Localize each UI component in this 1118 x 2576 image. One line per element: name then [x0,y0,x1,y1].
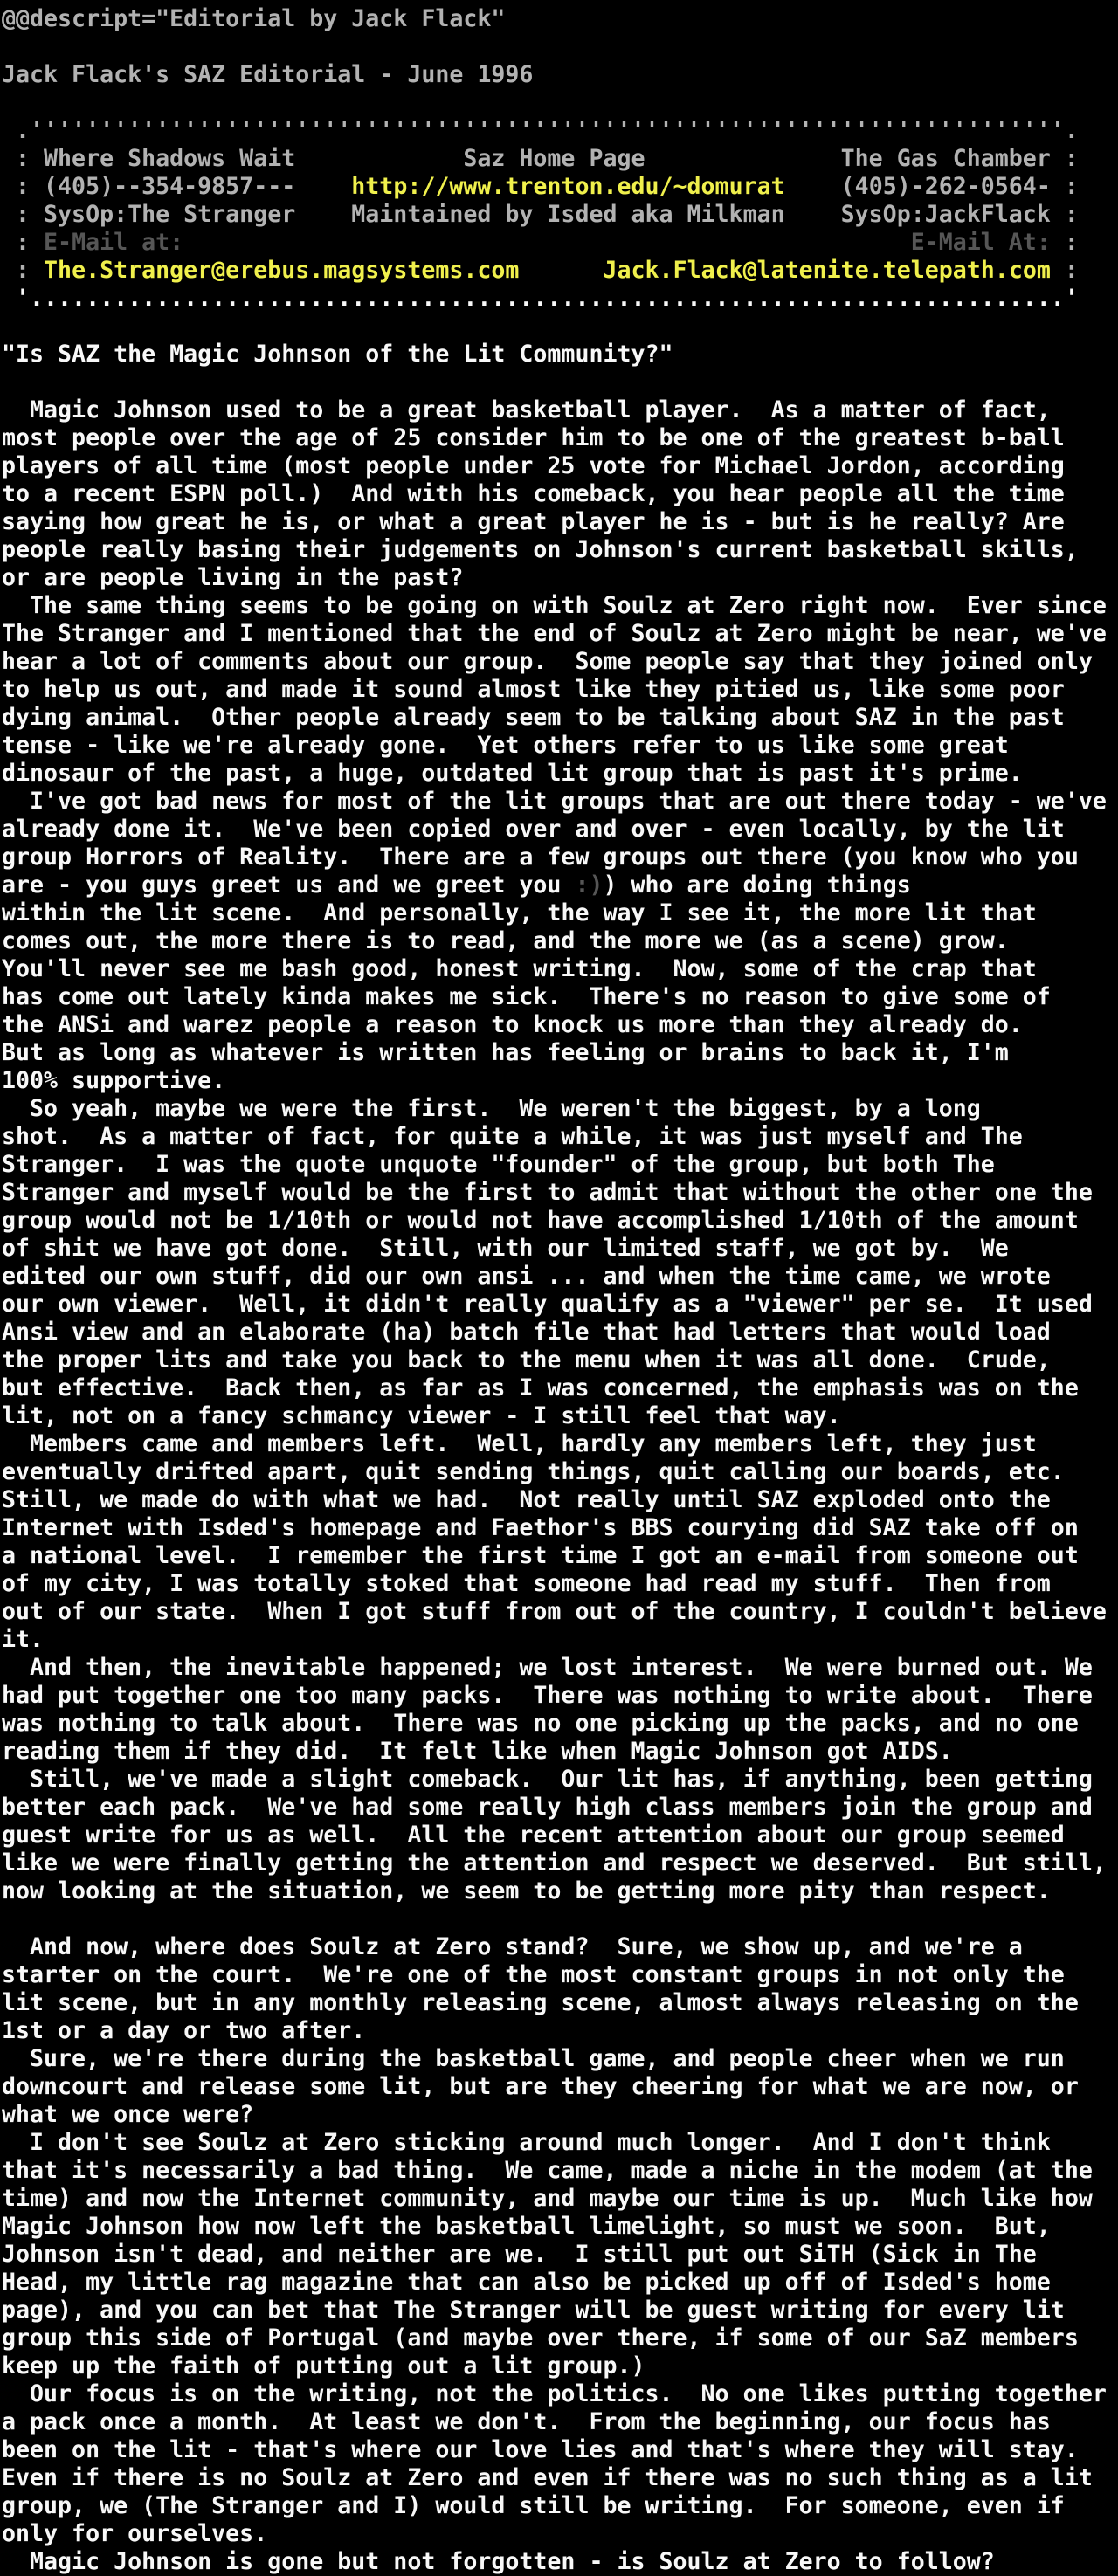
article-line [2,1738,1118,1766]
text-segment: .''''''''''''''''''''''''''''''''''''''''''''''''''''''''''''''''''''''''''. [2,117,1079,144]
text-segment: hear a lot of comments about our group. Some people say that they joined only [2,648,1093,675]
article-line [2,1374,1118,1402]
text-segment: group would not be 1/10th or would not have accomplished 1/10th of the amount [2,1207,1079,1234]
article-line [2,1989,1118,2017]
text-segment: E-Mail At: [910,229,1051,256]
article-line [2,2436,1118,2464]
text-segment: Johnson isn't dead, and neither are we. I still put out SiTH (Sick in The [2,2241,1037,2268]
text-segment: I've got bad news for most of the lit groups that are out there today - we've [2,788,1107,815]
article-line [2,2325,1118,2352]
text-segment: that it's necessarily a bad thing. We came, made a niche in the modem (at the [2,2157,1093,2184]
article-line [2,1011,1118,1039]
article-line [2,2297,1118,2325]
text-segment: starter on the court. We're one of the most constant groups in not only the [2,1961,1065,1988]
article-line [2,2352,1118,2380]
text-segment: saying how great he is, or what a great player he is - but is he really? Are [2,508,1065,535]
article-line [2,396,1118,424]
article-line [2,1095,1118,1123]
text-segment: been on the lit - that's where our love lies and that's where they will stay. [2,2436,1079,2463]
article-line [2,1123,1118,1151]
text-segment: Head, my little rag magazine that can also be picked up off of Isded's home [2,2269,1051,2296]
article-line [2,1430,1118,1458]
article-line [2,1067,1118,1095]
text-segment: Sure, we're there during the basketball game, and people cheer when we run [2,2045,1065,2072]
text-segment: dinosaur of the past, a huge, outdated lit group that is past it's prime. [2,760,1023,787]
article-line [2,2408,1118,2436]
article-line [2,2073,1118,2101]
article-line [2,1458,1118,1486]
text-segment: or are people living in the past? [2,564,464,591]
article-line [2,2017,1118,2045]
article-line [2,2045,1118,2073]
bbs-box-border-bottom [2,285,1118,313]
article-line [2,1626,1118,1654]
article-line [2,2520,1118,2548]
article-line [2,1514,1118,1542]
text-segment: but effective. Back then, as far as I was concerned, the emphasis was on the [2,1374,1079,1402]
text-segment: now looking at the situation, we seem to be getting more pity than respect. [2,1877,1051,1904]
text-segment: And now, where does Soulz at Zero stand? Sure, we show up, and we're a [2,1933,1023,1960]
text-segment: our own viewer. Well, it didn't really qualify as a "viewer" per se. It used [2,1291,1093,1318]
highlight-text: Jack.Flack@latenite.telepath.com [603,257,1051,284]
text-segment: Magic Johnson is gone but not forgotten - is Soulz at Zero to follow? [2,2548,995,2575]
article-line [2,844,1118,871]
text-segment: people really basing their judgements on Johnson's current basketball skills, [2,536,1079,563]
text-segment: ) who are doing things [603,871,911,899]
article-line [2,2129,1118,2157]
highlight-text: http://www.trenton.edu/~domurat [351,173,785,200]
text-segment: : [1050,229,1079,256]
article-line [2,816,1118,844]
article-headline [2,341,1118,368]
text-segment: the proper lits and take you back to the menu when it was all done. Crude, [2,1347,1051,1374]
article-line [2,620,1118,648]
text-segment: a pack once a month. At least we don't. From the beginning, our focus has [2,2408,1051,2435]
blank-line [2,89,1118,117]
article-line [2,1961,1118,1989]
text-segment: And then, the inevitable happened; we lost interest. We were burned out. We [2,1654,1093,1681]
text-segment: lit scene, but in any monthly releasing scene, almost always releasing on the [2,1989,1079,2016]
bbs-box-names [2,145,1118,173]
text-segment: group this side of Portugal (and maybe over there, if some of our SaZ members [2,2325,1079,2352]
text-segment: The Stranger and I mentioned that the end of Soulz at Zero might be near, we've [2,620,1107,647]
text-segment: Still, we made do with what we had. Not really until SAZ exploded onto the [2,1486,1051,1513]
bbs-box-email-labels [2,229,1118,257]
text-segment: : (405)--354-9857--- [2,173,352,200]
text-segment: Even if there is no Soulz at Zero and even if there was no such thing as a lit [2,2464,1093,2491]
text-segment: had put together one too many packs. There was nothing to write about. There [2,1682,1093,1709]
article-line [2,704,1118,732]
text-segment: tense - like we're already gone. Yet others refer to us like some great [2,732,1009,759]
text-segment: :) [575,871,604,899]
article-line [2,648,1118,676]
text-segment: But as long as whatever is written has feeling or brains to back it, I'm [2,1039,1009,1066]
text-segment: Ansi view and an elaborate (ha) batch file that had letters that would load [2,1319,1051,1346]
article-line [2,1263,1118,1291]
text-segment: I don't see Soulz at Zero sticking around much longer. And I don't think [2,2129,1051,2156]
text-segment: time) and now the Internet community, and maybe our time is up. Much like how [2,2185,1093,2212]
text-segment: comes out, the more there is to read, and the more we (as a scene) grow. [2,927,1009,954]
text-segment: downcourt and release some lit, but are they cheering for what we are now, or [2,2073,1079,2100]
article-line [2,1570,1118,1598]
article-line [2,788,1118,816]
text-segment: Stranger. I was the quote unquote "founder" of the group, but both The [2,1151,995,1178]
article-line [2,1347,1118,1374]
article-line [2,592,1118,620]
article-line [2,2269,1118,2297]
text-segment: group Horrors of Reality. There are a few groups out there (you know who you [2,844,1079,871]
text-segment: of my city, I was totally stoked that someone had read my stuff. Then from [2,1570,1051,1597]
article-line [2,1151,1118,1179]
article-line [2,2241,1118,2269]
article-line [2,1822,1118,1849]
text-segment: the ANSi and warez people a reason to knock us more than they already do. [2,1011,1023,1038]
article-line [2,1542,1118,1570]
article-line [2,1235,1118,1263]
editorial-title [2,61,1118,89]
article-line [2,452,1118,480]
text-segment: : SysOp:The Stranger Maintained by Isded aka Milkman SysOp:JackFlack : [2,201,1079,228]
text-segment: 100% supportive. [2,1067,226,1094]
text-segment: are - you guys greet us and we greet you [2,871,576,899]
article-line [2,1654,1118,1682]
text-segment: dying animal. Other people already seem to be talking about SAZ in the past [2,704,1065,731]
article-line [2,1794,1118,1822]
article-line [2,2548,1118,2576]
article-line [2,955,1118,983]
text-segment: already done it. We've been copied over and over - even locally, by the lit [2,816,1065,843]
text-segment: Internet with Isded's homepage and Faethor's BBS courying did SAZ take off on [2,1514,1079,1541]
text-segment: So yeah, maybe we were the first. We weren't the biggest, by a long [2,1095,981,1122]
article-line [2,871,1118,899]
text-segment [183,229,911,256]
text-segment: within the lit scene. And personally, the way I see it, the more lit that [2,899,1037,926]
blank-line [2,33,1118,61]
blank-line [2,368,1118,396]
text-segment: @@descript="Editorial by Jack Flack" [2,5,506,32]
article-line [2,1877,1118,1905]
text-segment: Members came and members left. Well, hardly any members left, they just [2,1430,1037,1457]
text-segment: only for ourselves. [2,2520,268,2547]
article-line [2,1039,1118,1067]
text-segment: Magic Johnson used to be a great basketball player. As a matter of fact, [2,396,1051,424]
article-line [2,1207,1118,1235]
article-line [2,2101,1118,2129]
text-segment: most people over the age of 25 consider him to be one of the greatest b-ball [2,424,1065,451]
text-segment: what we once were? [2,2101,254,2128]
text-segment: (405)-262-0564- : [784,173,1079,200]
text-segment: a national level. I remember the first time I got an e-mail from someone out [2,1542,1079,1569]
text-segment: 1st or a day or two after. [2,2017,366,2044]
blank-line [2,313,1118,341]
text-segment: Jack Flack's SAZ Editorial - June 1996 [2,61,534,88]
article-line [2,1933,1118,1961]
text-segment: E-Mail at: [44,229,184,256]
article-line [2,1598,1118,1626]
article-line [2,1179,1118,1207]
bbs-box-sysops [2,201,1118,229]
text-segment [519,257,603,284]
text-segment: has come out lately kinda makes me sick. There's no reason to give some of [2,983,1051,1010]
article-line [2,2380,1118,2408]
article-line [2,927,1118,955]
text-segment: shot. As a matter of fact, for quite a while, it was just myself and The [2,1123,1023,1150]
bbs-box-contact [2,173,1118,201]
article-line [2,1291,1118,1319]
article-line [2,983,1118,1011]
article-line [2,1849,1118,1877]
text-segment: reading them if they did. It felt like when Magic Johnson got AIDS. [2,1738,953,1765]
text-segment: lit, not on a fancy schmancy viewer - I still feel that way. [2,1402,841,1429]
article-line [2,2492,1118,2520]
text-segment: '..........................................................................' [2,285,1079,312]
article-line [2,899,1118,927]
text-segment: to help us out, and made it sound almost like they pitied us, like some poor [2,676,1065,703]
article-line [2,732,1118,760]
article-line [2,508,1118,536]
text-segment: Still, we've made a slight comeback. Our lit has, if anything, been getting [2,1766,1093,1793]
text-segment: of shit we have got done. Still, with our limited staff, we got by. We [2,1235,1009,1262]
text-segment: out of our state. When I got stuff from out of the country, I couldn't believe [2,1598,1107,1625]
text-segment: : [2,229,45,256]
highlight-text: The.Stranger@erebus.magsystems.com [44,257,520,284]
bbs-box-emails [2,257,1118,285]
bbs-box-border-top [2,117,1118,145]
article-line [2,1682,1118,1710]
text-segment: : [2,257,45,284]
text-segment: Magic Johnson how now left the basketball limelight, so must we soon. But, [2,2213,1051,2240]
text-segment: Stranger and myself would be the first to admit that without the other one the [2,1179,1093,1206]
text-segment: better each pack. We've had some really high class members join the group and [2,1794,1093,1821]
article-line [2,480,1118,508]
article-line [2,2464,1118,2492]
article-line [2,536,1118,564]
text-segment: Our focus is on the writing, not the politics. No one likes putting together [2,2380,1107,2407]
text-segment: edited our own stuff, did our own ansi ... and when the time came, we wrote [2,1263,1051,1290]
article-line [2,1486,1118,1514]
text-segment: group, we (The Stranger and I) would still be writing. For someone, even if [2,2492,1065,2519]
text-segment: it. [2,1626,45,1653]
article-line [2,760,1118,788]
text-segment: to a recent ESPN poll.) And with his comeback, you hear people all the time [2,480,1065,507]
article-line [2,676,1118,704]
text-segment: was nothing to talk about. There was no one picking up the packs, and no one [2,1710,1079,1737]
blank-line [2,1905,1118,1933]
meta-descript [2,5,1118,33]
article-line [2,1766,1118,1794]
text-segment: players of all time (most people under 25 vote for Michael Jordon, according [2,452,1065,479]
text-segment: : [1050,257,1079,284]
article-line [2,564,1118,592]
article-line [2,1710,1118,1738]
article-line [2,2157,1118,2185]
text-segment: keep up the faith of putting out a lit group.) [2,2352,645,2380]
text-segment: page), and you can bet that The Stranger will be guest writing for every lit [2,2297,1065,2324]
text-segment: "Is SAZ the Magic Johnson of the Lit Community?" [2,341,673,368]
article-line [2,1319,1118,1347]
article-line [2,1402,1118,1430]
text-segment: like we were finally getting the attention and respect we deserved. But still, [2,1849,1107,1877]
text-segment: : Where Shadows Wait Saz Home Page The Gas Chamber : [2,145,1079,172]
article-line [2,2185,1118,2213]
text-segment: The same thing seems to be going on with Soulz at Zero right now. Ever since [2,592,1107,619]
text-segment: You'll never see me bash good, honest writing. Now, some of the crap that [2,955,1037,982]
article-line [2,2213,1118,2241]
text-segment: eventually drifted apart, quit sending things, quit calling our boards, etc. [2,1458,1065,1485]
article-line [2,424,1118,452]
text-segment: guest write for us as well. All the recent attention about our group seemed [2,1822,1065,1849]
